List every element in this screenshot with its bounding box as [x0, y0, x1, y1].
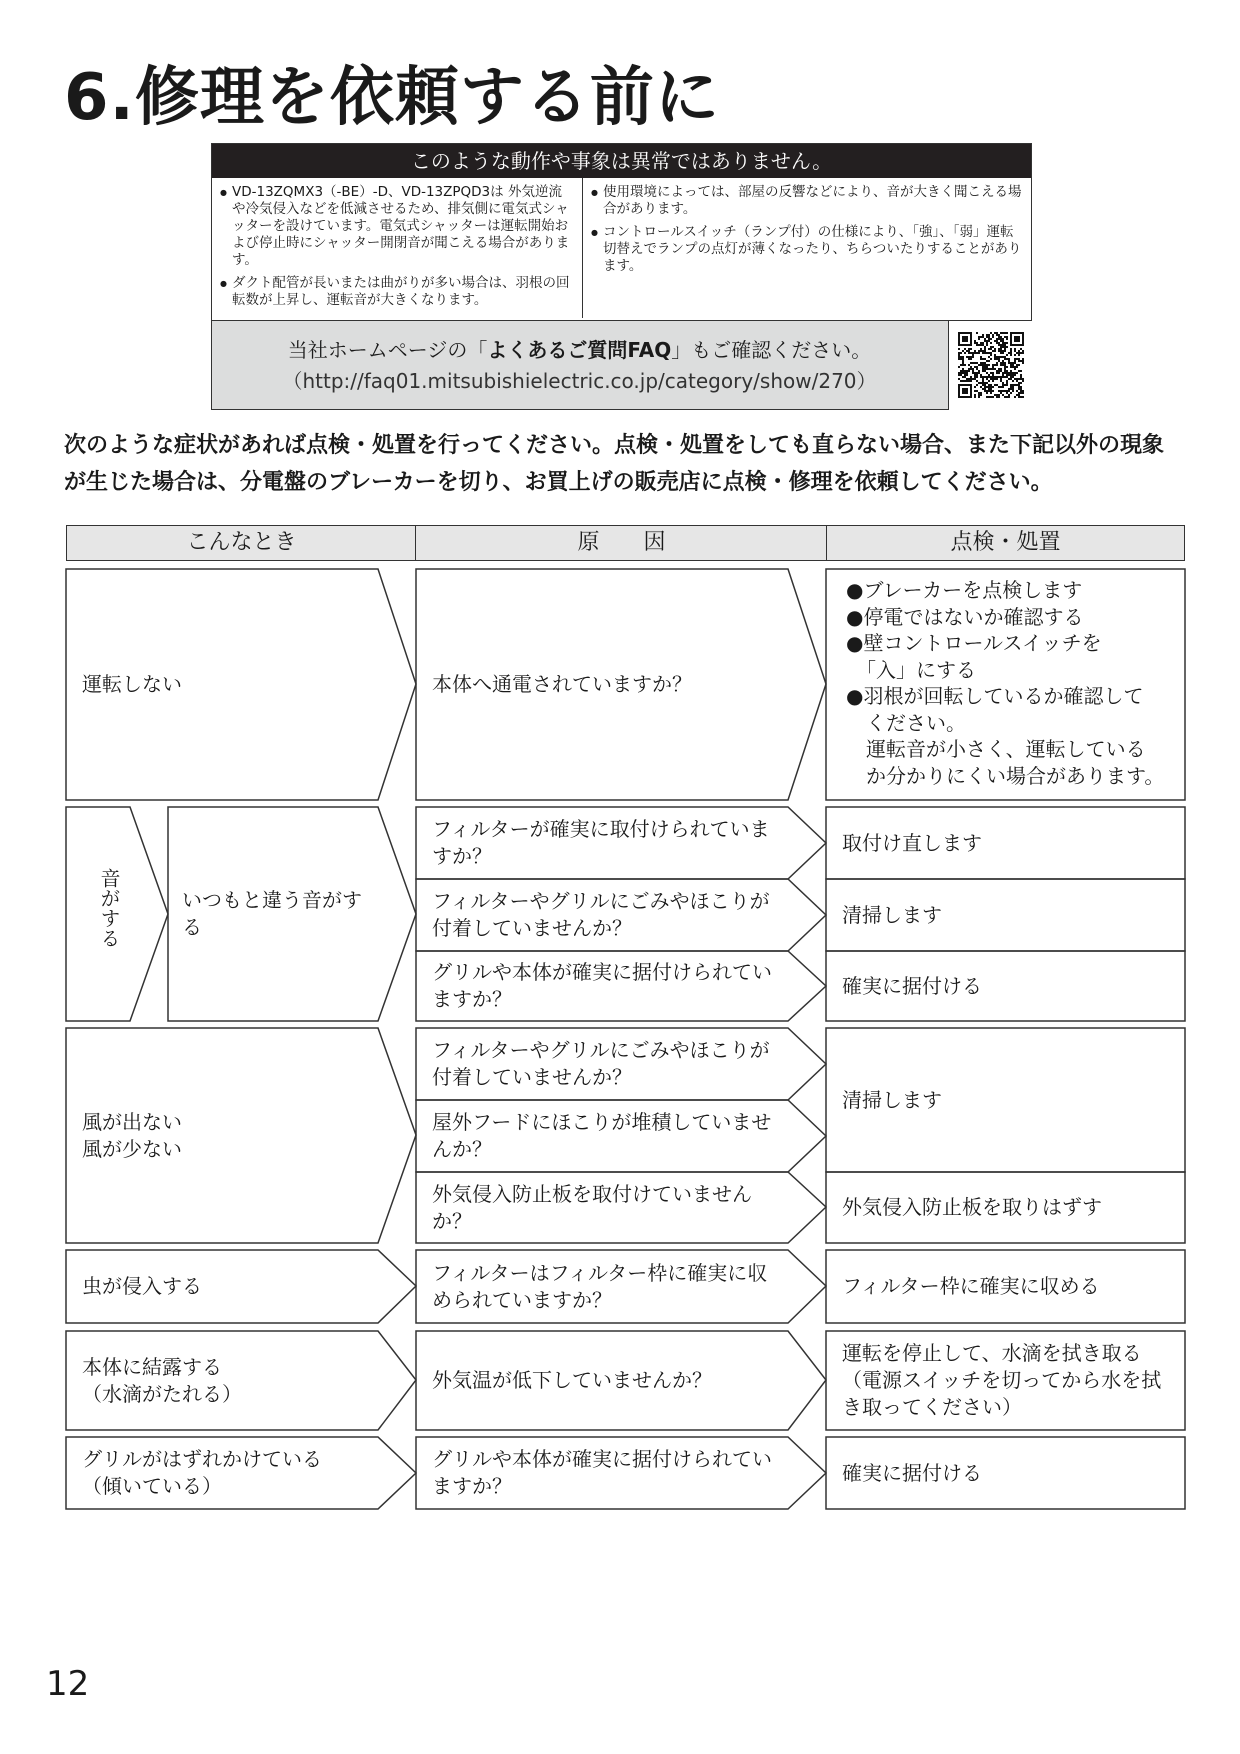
notice-header: このような動作や事象は異常ではありません。 [212, 144, 1031, 178]
remedy-cell [826, 1250, 1185, 1323]
faq-url[interactable]: （http://faq01.mitsubishielectric.co.jp/category/show/270） [282, 369, 877, 393]
remedy-text: 確実に据付ける [842, 973, 982, 998]
remedy-text: 外気侵入防止板を取りはずす [842, 1195, 1102, 1219]
remedy-line: ●壁コントロールスイッチを [846, 631, 1102, 655]
remedy-cell [826, 1028, 1185, 1172]
remedy-cell [826, 1331, 1185, 1430]
symptom-text: 本体に結露する （水滴がたれる） [82, 1354, 242, 1406]
cause-text: 外気温が低下していませんか？ [432, 1368, 712, 1392]
notice-item: ● ダクト配管が長いまたは曲がりが多い場合は、羽根の回転数が上昇し、運転音が大きくなります。 [220, 275, 574, 309]
cause-text: フィルターやグリルにごみやほこりが付着していませんか？ [432, 1038, 770, 1089]
remedy-line: か分かりにくい場合があります。 [846, 763, 1165, 788]
remedy-line: ください。 [846, 710, 966, 735]
remedy-text: 確実に据付ける [842, 1460, 982, 1485]
cause-text: フィルターが確実に取付けられていますか？ [432, 817, 770, 868]
header-remedy: 点検・処置 [826, 525, 1185, 561]
cause-cell [416, 1331, 788, 1430]
cause-cell [416, 1437, 788, 1509]
intro-text: 次のような症状があれば点検・処置を行ってください。点検・処置をしても直らない場合、また下記以外の現象が生じた場合は、分電盤のブレーカーを切り、お買上げの販売店に点検・修理を依頼してください。 [64, 433, 1165, 495]
cause-text: 外気侵入防止板を取付けていませんか？ [432, 1181, 752, 1233]
remedy-text: 清掃します [842, 1087, 942, 1112]
remedy-line: ●ブレーカーを点検します [846, 578, 1083, 602]
cause-text: グリルや本体が確実に据付けられていますか？ [432, 960, 772, 1011]
notice-item: ● VD-13ZQMX3（-BE）-D、VD-13ZPQD3は 外気逆流や冷気侵入などを低減させるため、排気側に電気式シャッターを設けています。電気式シャッターは運転開始および停止時にシャッター開閉音が聞こえる場合があります。 [220, 184, 574, 269]
symptom-cell [66, 1028, 378, 1243]
symptom-text: グリルがはずれかけている （傾いている） [82, 1447, 322, 1498]
symptom-text: 運転しない [82, 672, 182, 696]
remedy-text: 運転を停止して、水滴を拭き取る（電源スイッチを切ってから水を拭き取ってください） [842, 1341, 1162, 1419]
remedy-list [846, 577, 1181, 789]
cause-cell [416, 807, 788, 879]
cause-cell [416, 569, 788, 800]
cause-cell [416, 879, 788, 951]
cause-cell [416, 1100, 788, 1172]
symptom-cell [168, 807, 378, 1021]
symptom-cell [66, 1437, 378, 1509]
cause-cell [416, 951, 788, 1021]
cause-cell [416, 1172, 788, 1243]
notice-item: ● コントロールスイッチ（ランプ付）の仕様により、「強」、「弱」運転切替えでランプの点灯が薄くなったり、ちらついたりすることがあります。 [591, 224, 1023, 275]
remedy-cell [826, 807, 1185, 879]
page-number: 12 [46, 1664, 90, 1704]
cause-cell [416, 1028, 788, 1100]
remedy-line: ●羽根が回転しているか確認して [846, 684, 1144, 708]
faq-prefix: 当社ホームページの「 [287, 338, 488, 362]
symptom-text: 風が出ない 風が少ない [82, 1109, 182, 1161]
faq-link-label: よくあるご質問FAQ [487, 338, 672, 362]
page-title: 6.修理を依頼する前に [64, 61, 720, 135]
remedy-cell [826, 1172, 1185, 1243]
symptom-cell [66, 569, 378, 800]
header-symptom: こんなとき [66, 525, 417, 561]
symptom-cell [66, 1331, 378, 1430]
remedy-cell [826, 879, 1185, 951]
symptom-text-vertical: 音がする [97, 868, 121, 948]
symptom-cell [66, 1250, 378, 1323]
cause-text: 本体へ通電されていますか？ [432, 672, 692, 696]
remedy-line: ●停電ではないか確認する [846, 604, 1084, 629]
remedy-cell [826, 1437, 1185, 1509]
symptom-text: 虫が侵入する [82, 1274, 202, 1298]
remedy-text: 清掃します [842, 902, 942, 927]
notice-item: ● 使用環境によっては、部屋の反響などにより、音が大きく聞こえる場合があります。 [591, 184, 1023, 218]
remedy-line: 「入」にする [846, 657, 976, 682]
cause-text: フィルターはフィルター枠に確実に収められていますか？ [432, 1260, 768, 1312]
cause-text: フィルターやグリルにごみやほこりが付着していませんか？ [432, 889, 770, 940]
remedy-text: フィルター枠に確実に収める [842, 1274, 1100, 1298]
remedy-line: 運転音が小さく、運転している [846, 737, 1146, 761]
remedy-cell [826, 951, 1185, 1021]
faq-suffix: 」もご確認ください。 [671, 338, 872, 362]
symptom-text: いつもと違う音がする [182, 888, 362, 939]
cause-text: 屋外フードにほこりが堆積していませんか？ [432, 1110, 772, 1161]
cause-cell [416, 1250, 788, 1323]
header-cause: 原 因 [415, 525, 828, 561]
cause-text: グリルや本体が確実に据付けられていますか？ [432, 1447, 772, 1498]
remedy-text: 取付け直します [842, 830, 982, 855]
